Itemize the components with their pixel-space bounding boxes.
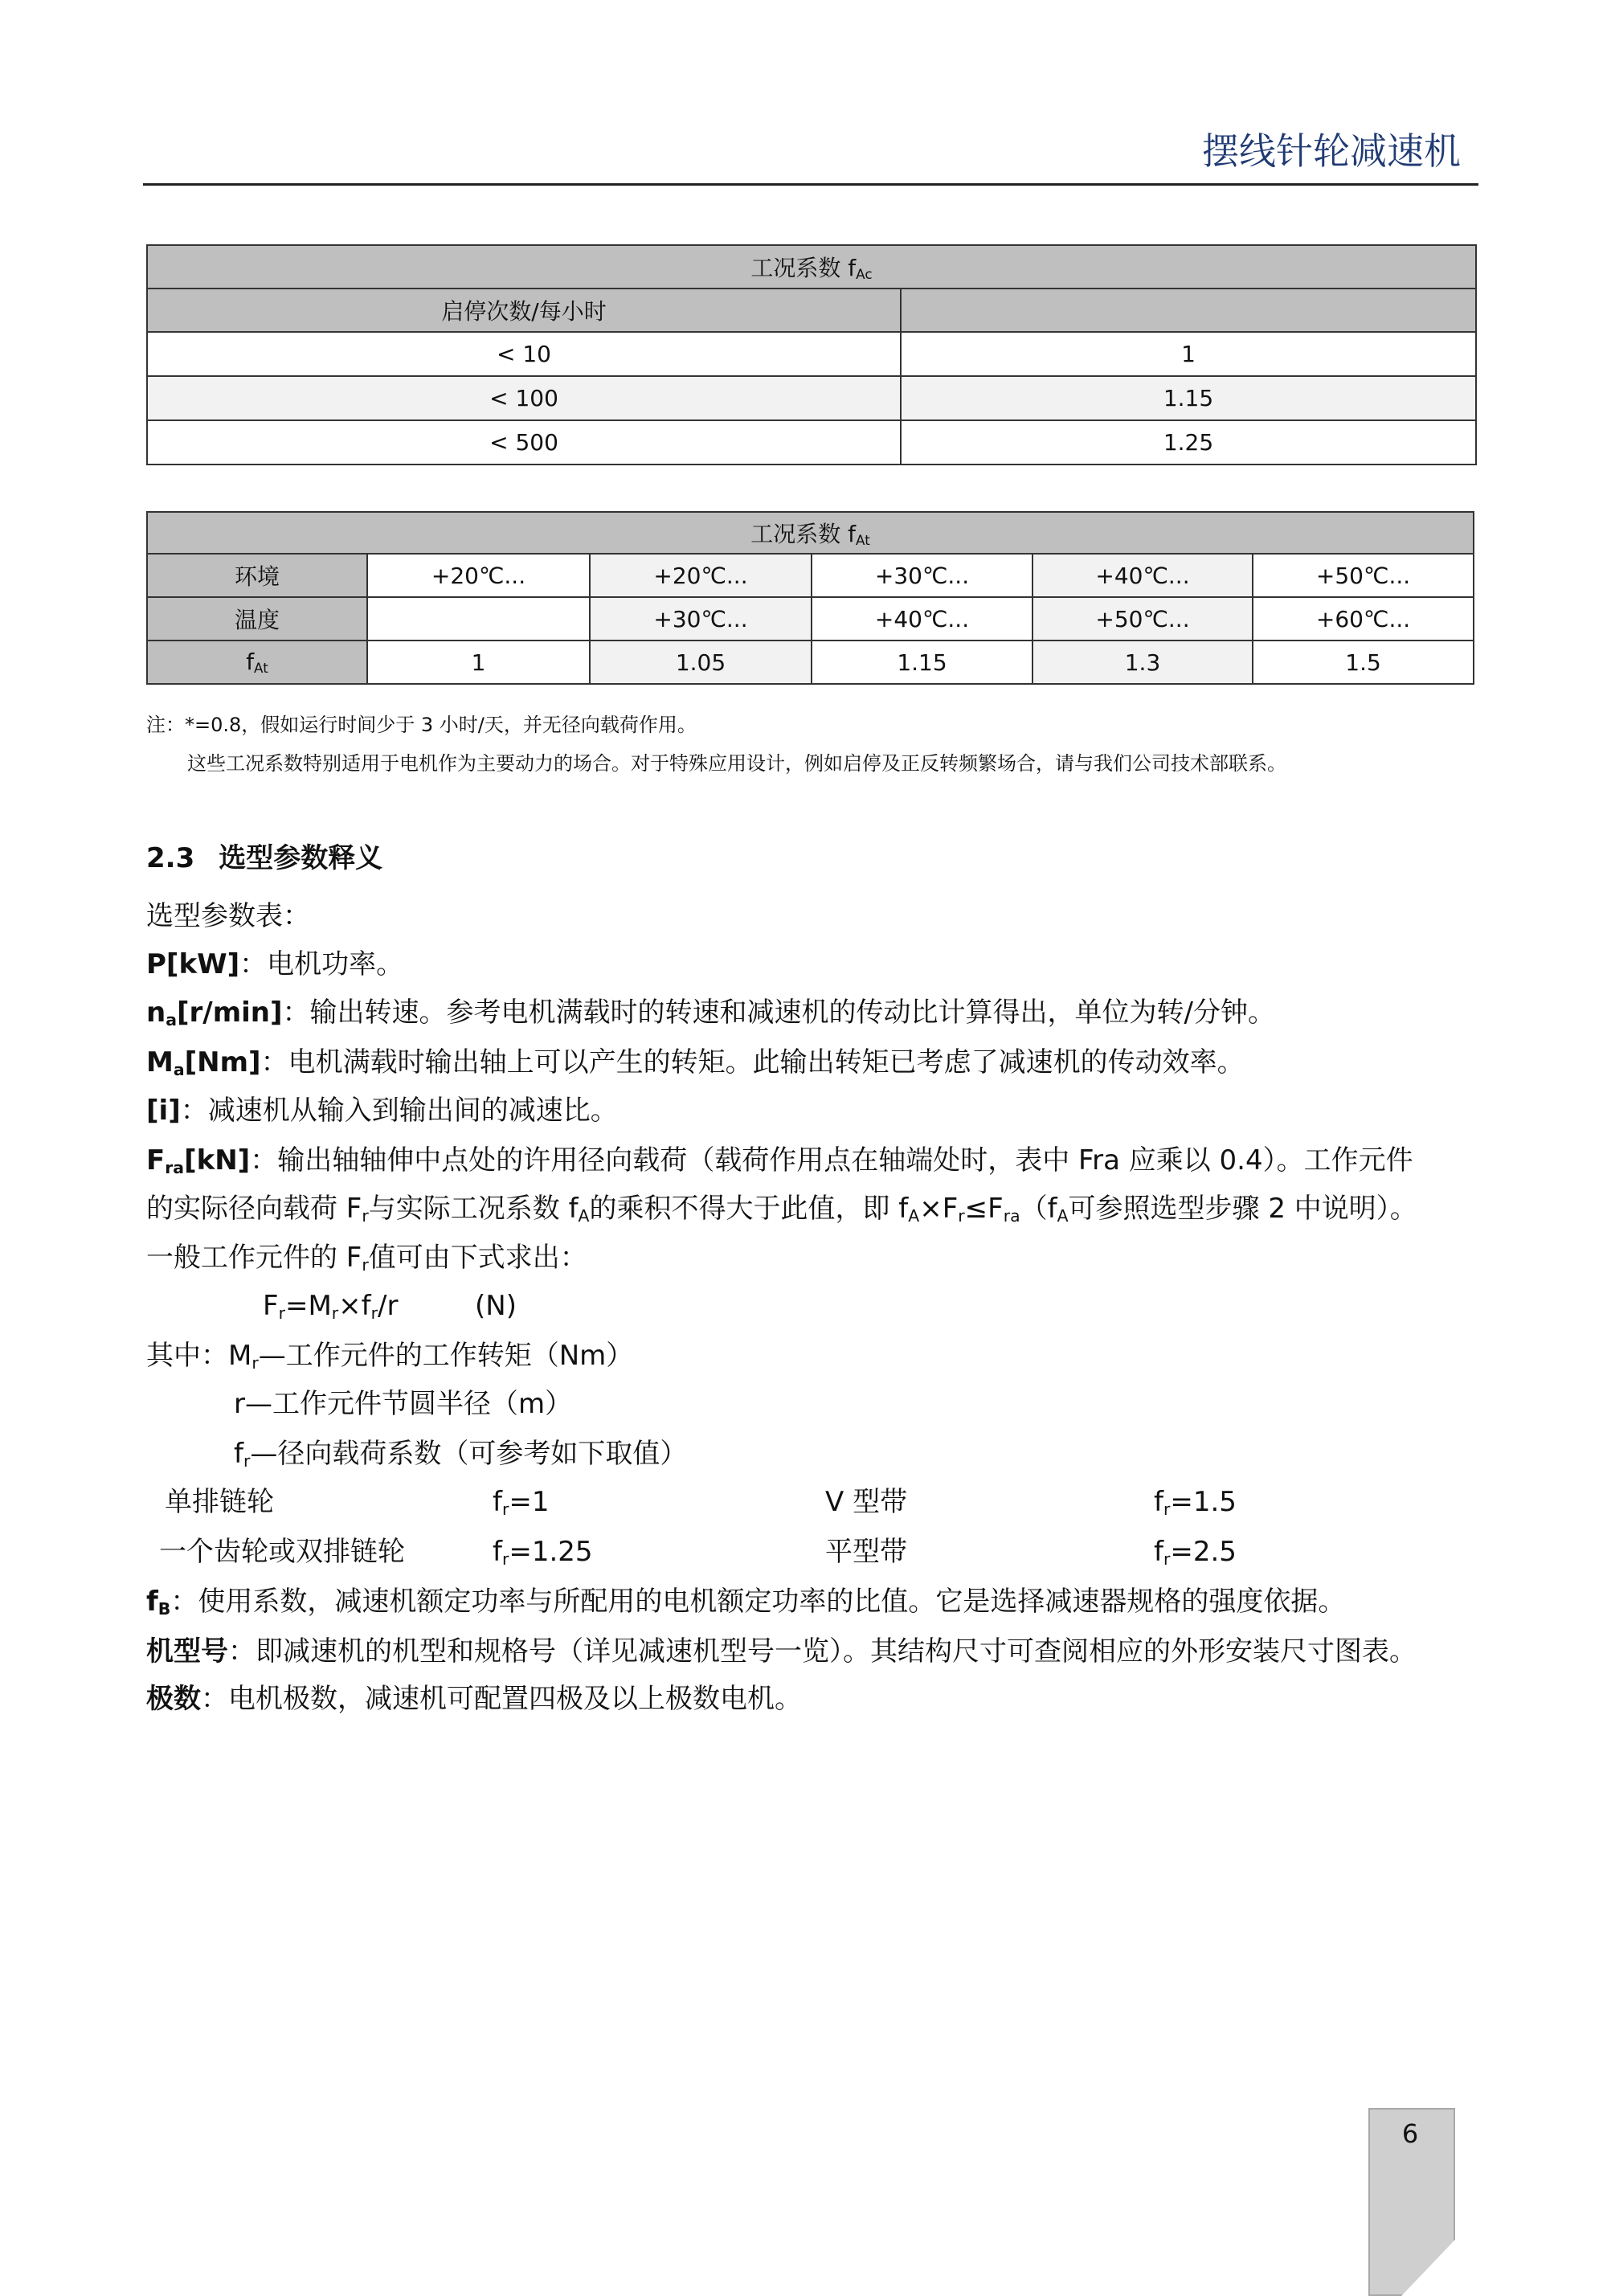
subscript-text: r (1163, 1549, 1171, 1570)
text-segment: （f (1020, 1193, 1057, 1225)
body-line (146, 1240, 587, 1283)
text-segment: =1.25 (509, 1536, 593, 1568)
page-number: 6 (1401, 2118, 1419, 2149)
where-line (146, 1338, 633, 1381)
text-segment: f (493, 1486, 502, 1518)
subscript-text: ra (1003, 1206, 1020, 1226)
text-segment: ：输出转速。参考电机满载时的转速和减速机的传动比计算得出，单位为转/分钟。 (282, 997, 1275, 1029)
fr-item: 一个齿轮或双排链轮 (159, 1536, 405, 1568)
subscript-text: r (251, 1353, 259, 1373)
text-segment: r—工作元件节圆半径（m） (234, 1388, 573, 1420)
text-segment: ≤F (964, 1193, 1004, 1225)
body-line (146, 1634, 1417, 1669)
fat-row-label: 温度 (147, 597, 367, 641)
subscript-text: r (1163, 1500, 1171, 1520)
text-segment: —径向载荷系数（可参考如下取值） (250, 1438, 688, 1470)
text-segment: ×f (338, 1290, 371, 1322)
subscript-text: r (501, 1500, 509, 1520)
text-segment: F (263, 1290, 279, 1322)
section-number: 2.3 (146, 842, 195, 874)
formula (263, 1288, 398, 1331)
text-segment: 的实际径向载荷 F (146, 1193, 362, 1225)
text-segment: f (146, 1586, 158, 1618)
text-segment: f (493, 1536, 502, 1568)
text-segment: ：使用系数，减速机额定功率与所配用的电机额定功率的比值。它是选择减速器规格的强度依据。 (170, 1586, 1346, 1618)
where-line (234, 1436, 687, 1479)
subscript-text: r (958, 1206, 965, 1226)
text-segment: f (234, 1438, 243, 1470)
text-segment: ：电机满载时输出轴上可以产生的转矩。此输出转矩已考虑了减速机的传动效率。 (260, 1046, 1245, 1078)
text-segment: ：输出轴轴伸中点处的许用径向载荷（载荷作用点在轴端处时，表中 Fra 应乘以 0.4）。工作元件 (250, 1144, 1413, 1177)
fat-cell: +20℃... (367, 554, 590, 597)
text-segment: ：减速机从输入到输出间的减速比。 (180, 1095, 618, 1127)
text-segment: —工作元件的工作转矩（Nm） (258, 1340, 634, 1372)
subscript-text: A (908, 1206, 920, 1226)
fat-cell: +60℃... (1253, 597, 1474, 641)
body-line (146, 1045, 1245, 1087)
fat-cell (367, 597, 590, 641)
subscript-text: B (157, 1599, 171, 1619)
text-segment: 工况系数 f (750, 255, 857, 281)
fr-value (493, 1534, 593, 1577)
fac-starts: < 500 (147, 420, 901, 465)
body-line (146, 947, 403, 982)
fat-cell: 1.05 (590, 641, 812, 684)
text-segment: f (1154, 1536, 1163, 1568)
text-segment: f (1154, 1486, 1163, 1518)
fac-col-header: 启停次数/每小时 (147, 289, 901, 332)
note-line: 这些工况系数特别适用于电机作为主要动力的场合。对于特殊应用设计，例如启停及正反转频繁场合，请与我们公司技术部联系。 (187, 752, 1286, 775)
body-line (146, 1093, 618, 1128)
note-line: 注：*=0.8，假如运行时间少于 3 小时/天，并无径向载荷作用。 (146, 714, 697, 736)
fat-cell: +30℃... (590, 597, 812, 641)
text-segment: /r (378, 1290, 399, 1322)
fac-value: 1 (901, 332, 1476, 376)
table-row (147, 597, 1474, 641)
fac-starts: < 10 (147, 332, 901, 376)
fac-value: 1.25 (901, 420, 1476, 465)
fac-table (146, 244, 1477, 465)
fat-cell: +40℃... (812, 597, 1032, 641)
where-line (234, 1386, 572, 1422)
fat-cell: 1.5 (1253, 641, 1474, 684)
text-segment: P[kW] (146, 948, 240, 980)
subscript-text: r (243, 1451, 251, 1471)
header-rule (143, 183, 1478, 186)
text-segment: 一般工作元件的 F (146, 1242, 362, 1274)
text-segment: n (146, 997, 166, 1029)
subscript-text: At (856, 532, 870, 549)
fat-table-title (147, 512, 1474, 554)
fat-cell: 1 (367, 641, 590, 684)
subscript-text: r (501, 1549, 509, 1570)
fat-cell: 1.3 (1032, 641, 1253, 684)
fac-starts: < 100 (147, 376, 901, 420)
fat-cell: +30℃... (812, 554, 1032, 597)
text-segment: =M (284, 1290, 332, 1322)
text-segment: F (146, 1144, 166, 1177)
subscript-text: a (166, 1010, 177, 1030)
table-row (147, 554, 1474, 597)
document-header-title: 摆线针轮减速机 (1202, 129, 1461, 173)
body-line (146, 1681, 802, 1717)
fr-value (1154, 1484, 1237, 1527)
table-row (147, 332, 1476, 376)
body-line (146, 898, 310, 934)
text-segment: 工况系数 f (750, 521, 857, 547)
text-segment: 值可由下式求出： (368, 1242, 587, 1274)
subscript-text: r (278, 1304, 285, 1324)
text-segment: [i] (146, 1095, 181, 1127)
fat-cell: +50℃... (1253, 554, 1474, 597)
table-row (147, 420, 1476, 465)
section-heading (146, 836, 382, 875)
text-segment: [r/min] (176, 997, 283, 1029)
text-segment: 的乘积不得大于此值，即 f (589, 1193, 909, 1225)
text-segment: ：电机功率。 (239, 948, 404, 980)
subscript-text: r (331, 1304, 339, 1324)
text-segment: ×F (919, 1193, 959, 1225)
subscript-text: a (173, 1060, 185, 1080)
text-segment: 选型参数表： (146, 900, 310, 932)
text-segment: M (146, 1046, 174, 1078)
text-segment: 机型号 (146, 1635, 228, 1668)
subscript-text: At (254, 660, 268, 677)
fr-item: 单排链轮 (165, 1486, 274, 1518)
fac-col-header-2 (901, 289, 1476, 332)
subscript-text: ra (165, 1158, 185, 1178)
subscript-text: r (370, 1304, 378, 1324)
text-segment: 其中：M (146, 1340, 252, 1372)
subscript-text: r (362, 1255, 369, 1275)
fr-value (1154, 1534, 1237, 1577)
fr-item: V 型带 (825, 1486, 908, 1518)
fat-cell: +40℃... (1032, 554, 1253, 597)
text-segment: [Nm] (184, 1046, 261, 1078)
fat-cell: +20℃... (590, 554, 812, 597)
fat-cell: 1.15 (812, 641, 1032, 684)
body-line (146, 995, 1275, 1037)
body-line (146, 1191, 1417, 1234)
body-line (146, 1584, 1345, 1627)
formula-unit: (N) (475, 1290, 517, 1322)
body-line (146, 1143, 1413, 1185)
fat-table (146, 511, 1474, 685)
text-segment: f (246, 648, 255, 675)
text-segment: 极数 (146, 1683, 201, 1715)
text-segment: 可参照选型步骤 2 中说明）。 (1068, 1193, 1417, 1225)
fac-value: 1.15 (901, 376, 1476, 420)
text-segment: ：电机极数，减速机可配置四极及以上极数电机。 (201, 1683, 802, 1715)
fac-table-title (147, 245, 1476, 289)
fat-cell: +50℃... (1032, 597, 1253, 641)
fat-row-label: 环境 (147, 554, 367, 597)
subscript-text: A (1057, 1206, 1069, 1226)
table-row (147, 376, 1476, 420)
subscript-text: r (362, 1206, 369, 1226)
section-title: 选型参数释义 (219, 842, 383, 874)
fat-row-label (147, 641, 367, 684)
text-segment: =1.5 (1170, 1486, 1237, 1518)
text-segment: [kN] (184, 1144, 251, 1177)
text-segment: =1 (509, 1486, 550, 1518)
text-segment: 与实际工况系数 f (368, 1193, 579, 1225)
subscript-text: A (578, 1206, 590, 1226)
fr-value (493, 1484, 550, 1527)
subscript-text: Ac (856, 266, 873, 283)
text-segment: ：即减速机的机型和规格号（详见减速机型号一览）。其结构尺寸可查阅相应的外形安装尺寸图表。 (228, 1635, 1417, 1668)
table-row (147, 641, 1474, 684)
text-segment: =2.5 (1170, 1536, 1237, 1568)
fr-item: 平型带 (825, 1536, 907, 1568)
